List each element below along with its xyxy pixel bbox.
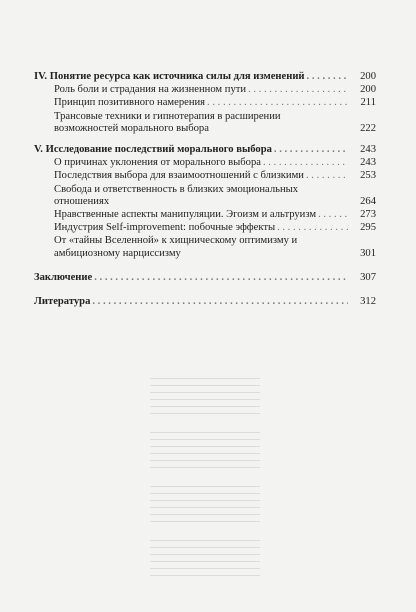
toc-entry[interactable]	[34, 222, 376, 234]
entry-title: Роль боли и страдания на жизненном пути . . .	[54, 84, 348, 96]
literature-section	[34, 296, 376, 308]
chapter-title: Заключение . . .	[34, 272, 348, 284]
entry-title: О причинах уклонения от морального выбора . . .	[54, 157, 348, 169]
page-number: 301	[360, 247, 376, 259]
entry-title: От «тайны Вселенной» к хищническому оптимизму и амбициозному нарциссизму	[54, 235, 298, 259]
entry-title: Трансовые техники и гипнотерапия в расширении возможностей морального выбора	[54, 110, 281, 134]
toc-entry[interactable]	[34, 170, 376, 182]
toc-entry[interactable]	[34, 272, 376, 284]
toc-entry[interactable]	[34, 157, 376, 169]
page-number: 222	[360, 122, 376, 134]
toc-entry[interactable]	[34, 144, 376, 156]
toc-entry[interactable]	[34, 184, 376, 208]
entry-title: Принцип позитивного намерения . . .	[54, 97, 348, 109]
chapter-title: V. Исследование последствий морального выбора . . .	[34, 144, 348, 156]
bleed-through-text	[150, 486, 260, 526]
page-number: 307	[360, 271, 376, 283]
toc-entry[interactable]	[34, 97, 376, 109]
page-number: 211	[360, 97, 376, 109]
chapter-title: IV. Понятие ресурса как источника силы для изменений . . .	[34, 71, 348, 83]
toc-entry[interactable]	[34, 296, 376, 308]
page-number: 264	[360, 195, 376, 207]
bleed-through-text	[150, 432, 260, 472]
chapter-4-section	[34, 71, 376, 135]
toc-entry[interactable]	[34, 235, 376, 259]
toc-entry[interactable]	[34, 71, 376, 83]
page-number: 253	[360, 170, 376, 182]
page-number: 295	[360, 222, 376, 234]
bleed-through-text	[150, 540, 260, 580]
page-number: 243	[360, 157, 376, 169]
page-number: 273	[360, 209, 376, 221]
conclusion-section	[34, 272, 376, 284]
page-number: 243	[360, 144, 376, 156]
page-number: 200	[360, 84, 376, 96]
toc-entry[interactable]	[34, 111, 376, 135]
page-number: 312	[360, 296, 376, 308]
entry-title: Последствия выбора для взаимоотношений с близкими . . .	[54, 170, 348, 182]
chapter-title: Литература . . .	[34, 296, 348, 308]
chapter-5-section	[34, 144, 376, 260]
entry-title: Индустрия Self-improvement: побочные эффекты . . .	[54, 222, 348, 234]
table-of-contents	[34, 71, 376, 317]
page-number: 200	[360, 71, 376, 82]
bleed-through-text	[150, 378, 260, 418]
entry-title: Свобода и ответственность в близких эмоциональных отношениях	[54, 183, 299, 207]
toc-entry[interactable]	[34, 209, 376, 221]
entry-title: Нравственные аспекты манипуляции. Эгоизм и альтруизм . . .	[54, 209, 348, 221]
toc-entry[interactable]	[34, 84, 376, 96]
